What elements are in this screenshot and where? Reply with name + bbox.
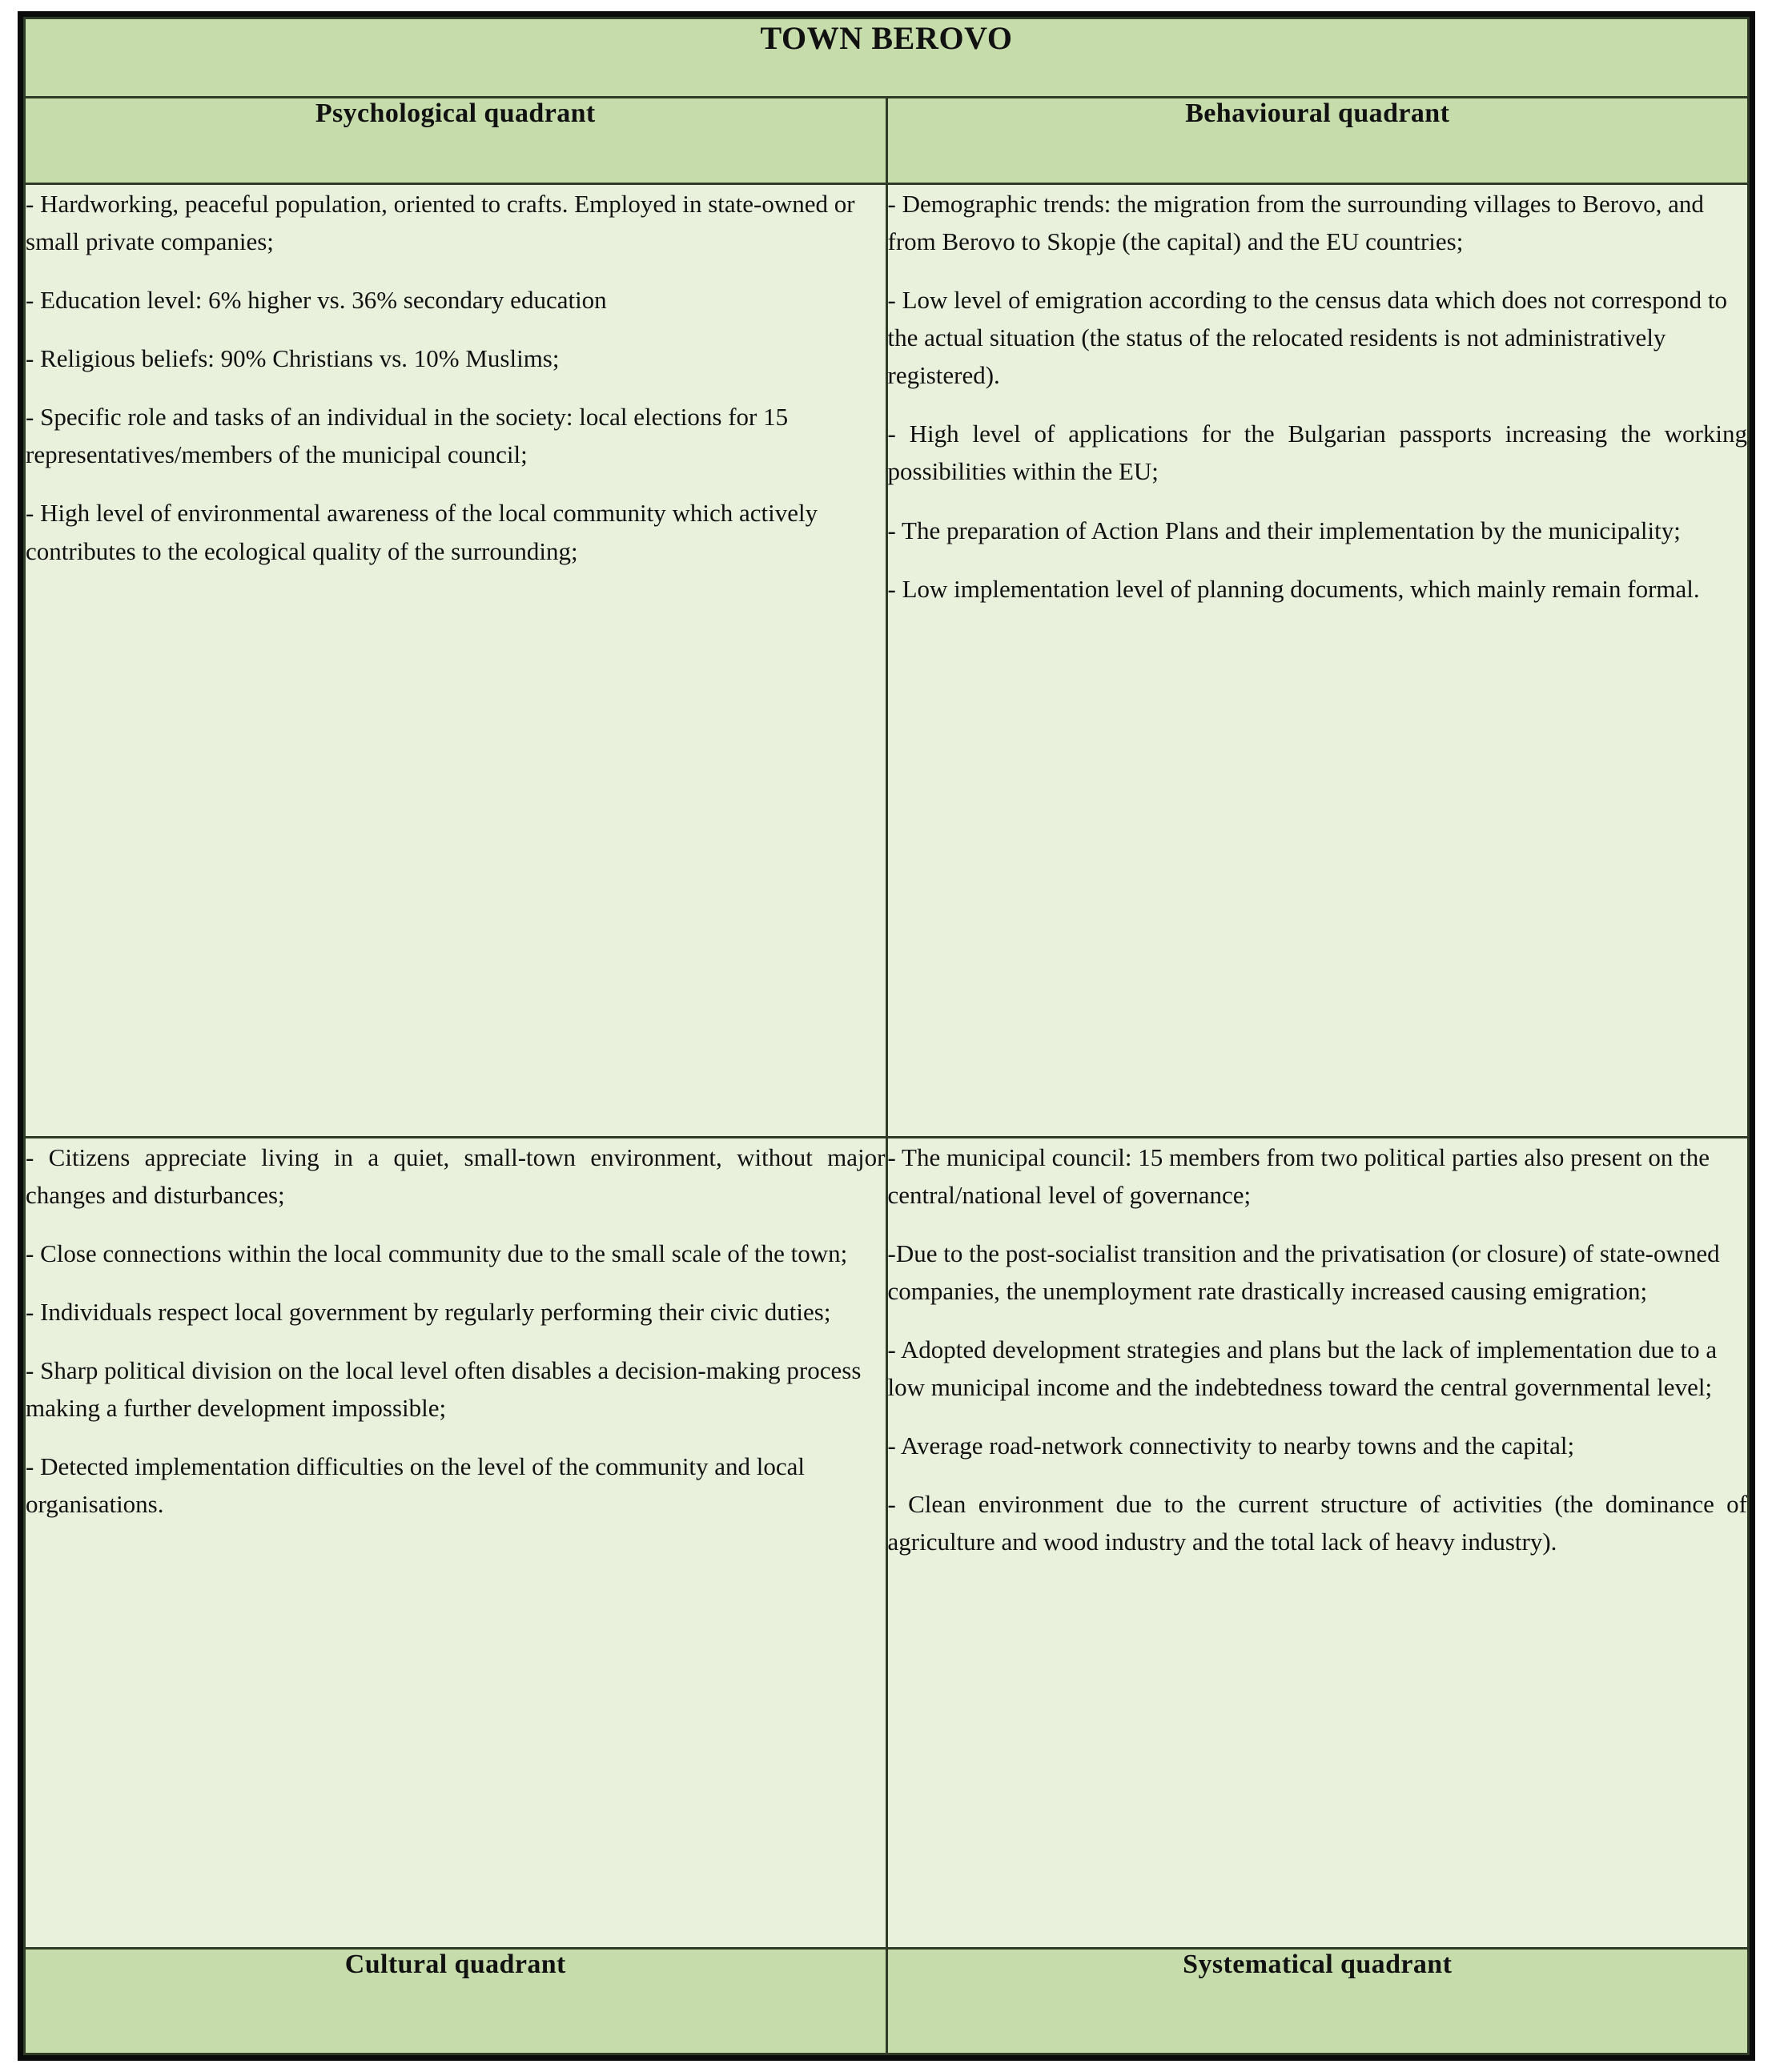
list-item: - Low implementation level of planning documents, which mainly remain formal. [887, 574, 1700, 603]
cell-behavioural-quadrant [886, 183, 1749, 1137]
list-item: - Hardworking, peaceful population, oriented to crafts. Employed in state-owned or small private companies; [26, 189, 855, 255]
quadrant-table-frame [18, 11, 1755, 2061]
cell-cultural-quadrant [25, 1137, 887, 1948]
list-item: -Due to the post-socialist transition and the privatisation (or closure) of state-owned companies, the unemployment rate drastically increased causing emigration; [887, 1239, 1720, 1305]
list-item: - Clean environment due to the current structure of activities (the dominance of agriculture and wood industry and the total lack of heavy industry). [887, 1490, 1747, 1556]
list-item: - The municipal council: 15 members from two political parties also present on the central/national level of governance; [887, 1142, 1710, 1209]
list-item: - Detected implementation difficulties on the level of the community and local organisations. [26, 1452, 806, 1519]
list-item: - Average road-network connectivity to nearby towns and the capital; [887, 1432, 1575, 1460]
list-item: - Demographic trends: the migration from the surrounding villages to Berovo, and from Berovo to Skopje (the capital) and the EU countries; [887, 189, 1704, 255]
list-item: - Individuals respect local government by regularly performing their civic duties; [26, 1297, 831, 1326]
list-item: - High level of applications for the Bulgarian passports increasing the working possibilities within the EU; [887, 420, 1747, 486]
table-row-lower [25, 1137, 1749, 1948]
list-item: - The preparation of Action Plans and their implementation by the municipality; [887, 516, 1681, 544]
list-item: - Sharp political division on the local level often disables a decision-making process making a further development impossible; [26, 1356, 862, 1423]
cell-systematical-quadrant [886, 1137, 1749, 1948]
list-item: - Adopted development strategies and plans but the lack of implementation due to a low municipal income and the indebtedness toward the central governmental level; [887, 1335, 1718, 1402]
list-item: - Education level: 6% higher vs. 36% secondary education [26, 285, 607, 314]
systematical-bullet-list [888, 1138, 1748, 1561]
header-psychological-quadrant: Psychological quadrant [25, 98, 887, 184]
list-item: - Low level of emigration according to the census data which does not correspond to the actual situation (the status of the relocated residents is not administratively registered). [887, 285, 1728, 390]
list-item: - Specific role and tasks of an individual in the society: local elections for 15 representatives/members of the municipal council; [26, 403, 789, 469]
quadrant-header-row [25, 98, 1749, 184]
psychological-bullet-list [26, 185, 886, 570]
list-item: - Close connections within the local community due to the small scale of the town; [26, 1239, 848, 1267]
header-behavioural-quadrant: Behavioural quadrant [886, 98, 1749, 184]
cell-psychological-quadrant [25, 183, 887, 1137]
list-item: - Citizens appreciate living in a quiet, small-town environment, without major changes and disturbances; [26, 1142, 886, 1209]
table-title-row [25, 18, 1749, 98]
list-item: - High level of environmental awareness of the local community which actively contributes to the ecological quality of the surrounding; [26, 499, 818, 565]
list-item: - Religious beliefs: 90% Christians vs. 10% Muslims; [26, 344, 560, 373]
quadrant-table [23, 17, 1750, 2055]
footer-systematical-quadrant: Systematical quadrant [886, 1948, 1749, 2054]
table-row-upper [25, 183, 1749, 1137]
quadrant-footer-row [25, 1948, 1749, 2054]
footer-cultural-quadrant: Cultural quadrant [25, 1948, 887, 2054]
table-title: TOWN BEROVO [25, 18, 1749, 98]
cultural-bullet-list [26, 1138, 886, 1524]
behavioural-bullet-list [888, 185, 1748, 608]
